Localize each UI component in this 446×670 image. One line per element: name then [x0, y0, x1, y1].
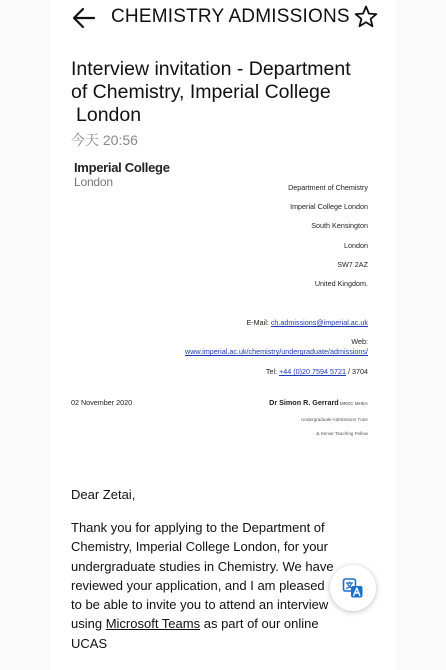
tel-label: Tel: [265, 367, 280, 376]
subject-line-1: Interview invitation - Department [71, 58, 351, 80]
address-line: London [344, 240, 368, 250]
contact-info [185, 318, 368, 377]
address-line: Imperial College London [290, 202, 368, 212]
logo-line-1: Imperial College [74, 160, 170, 175]
translate-icon [342, 577, 364, 599]
address-line: SW7 2AZ [337, 259, 368, 269]
email-subject [71, 58, 371, 127]
header-title: CHEMISTRY ADMISSIONS [111, 6, 350, 27]
web-link[interactable]: www.imperial.ac.uk/chemistry/undergraduate/admissions/ [185, 347, 368, 356]
address-line: South Kensington [311, 221, 368, 231]
signer-post: MRSC MHEA [338, 401, 368, 406]
web-label: Web: [351, 337, 368, 346]
email-label: E-Mail: [246, 318, 271, 327]
signer-block [269, 398, 368, 436]
star-outline-icon [353, 4, 379, 30]
letter-date: 02 November 2020 [71, 398, 133, 407]
body-part-1: Thank you for applying to the Department of Chemistry, Imperial College London, for your undergraduate studies in Chemistry. We have reviewed your application, and I am pleased to be able to invite you to attend an interview using [71, 520, 334, 632]
department-address [288, 183, 368, 298]
address-line: United Kingdom. [314, 278, 368, 288]
imperial-logo [74, 161, 170, 189]
letter-greeting: Dear Zetai, [71, 487, 136, 502]
arrow-left-icon [70, 4, 98, 32]
signer-role-2: & Senior Teaching Fellow [316, 431, 368, 436]
body-part-2: as part of our online UCAS [71, 616, 319, 651]
translate-button[interactable] [330, 565, 376, 611]
back-button[interactable] [70, 4, 98, 32]
signer-name: Dr Simon R. Gerrard [269, 398, 339, 407]
email-row [185, 318, 368, 328]
tel-row [185, 367, 368, 377]
subject-line-2: of Chemistry, Imperial College [71, 81, 331, 103]
email-time: 今天 20:56 [71, 132, 138, 148]
signer-role-1: Undergraduate Admissions Tutor [301, 417, 368, 422]
favorite-button[interactable] [353, 4, 379, 30]
email-link[interactable]: ch.admissions@imperial.ac.uk [270, 318, 368, 327]
tel-ext: / 3704 [346, 367, 368, 376]
address-line: Department of Chemistry [288, 183, 368, 192]
logo-line-2: London [74, 175, 113, 189]
tel-link[interactable]: +44 (0)20 7594 5721 [279, 367, 347, 376]
letter-body [71, 518, 339, 653]
subject-line-3: London [76, 104, 142, 126]
teams-link[interactable]: Microsoft Teams [105, 616, 201, 632]
